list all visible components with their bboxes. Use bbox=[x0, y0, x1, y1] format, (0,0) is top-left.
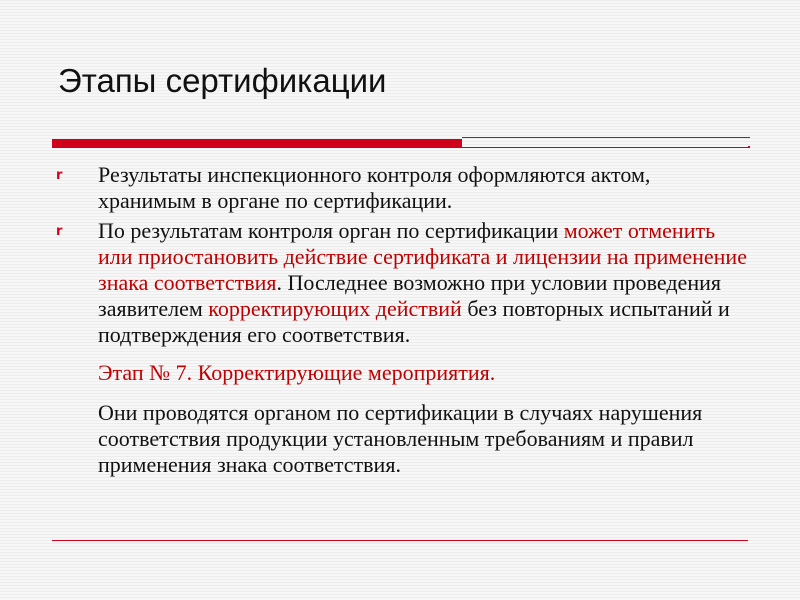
title-underline-thick bbox=[52, 139, 462, 148]
paragraph-text-segment: По результатам контроля орган по сертификации bbox=[98, 218, 564, 243]
bullet-paragraph-control-results bbox=[56, 218, 748, 348]
bullet-paragraph-inspection-results bbox=[56, 162, 748, 214]
bullet-icon: r bbox=[56, 168, 63, 183]
stage-7-heading: Этап № 7. Корректирующие мероприятия. bbox=[98, 360, 496, 385]
title-underline-thin-top bbox=[462, 137, 750, 138]
title-underline-end-dot bbox=[748, 146, 750, 148]
slide-title: Этапы сертификации bbox=[58, 62, 387, 99]
paragraph-text-segment: без повторных испытаний и подтверждения его соответствия. bbox=[98, 296, 730, 347]
paragraph-corrective-measures: Они проводятся органом по сертификации в случаях нарушения соответствия продукции установленным требованиям и правил применения знака соответствия. bbox=[98, 400, 703, 477]
paragraph-text: Результаты инспекционного контроля оформляются актом, хранимым в органе по сертификации. bbox=[98, 162, 651, 213]
paragraph-text-segment: . Последнее возможно при условии проведения заявителем bbox=[98, 270, 721, 321]
slide-body bbox=[56, 162, 748, 478]
highlighted-text-revoke-certificate: может отменить или приостановить действие сертификата и лицензии на применение знака соответствия bbox=[98, 218, 747, 295]
highlighted-text-corrective-actions: корректирующих действий bbox=[208, 296, 462, 321]
title-underline-thin-bottom bbox=[462, 147, 750, 148]
bullet-icon: r bbox=[56, 224, 63, 239]
bottom-divider bbox=[52, 540, 748, 541]
